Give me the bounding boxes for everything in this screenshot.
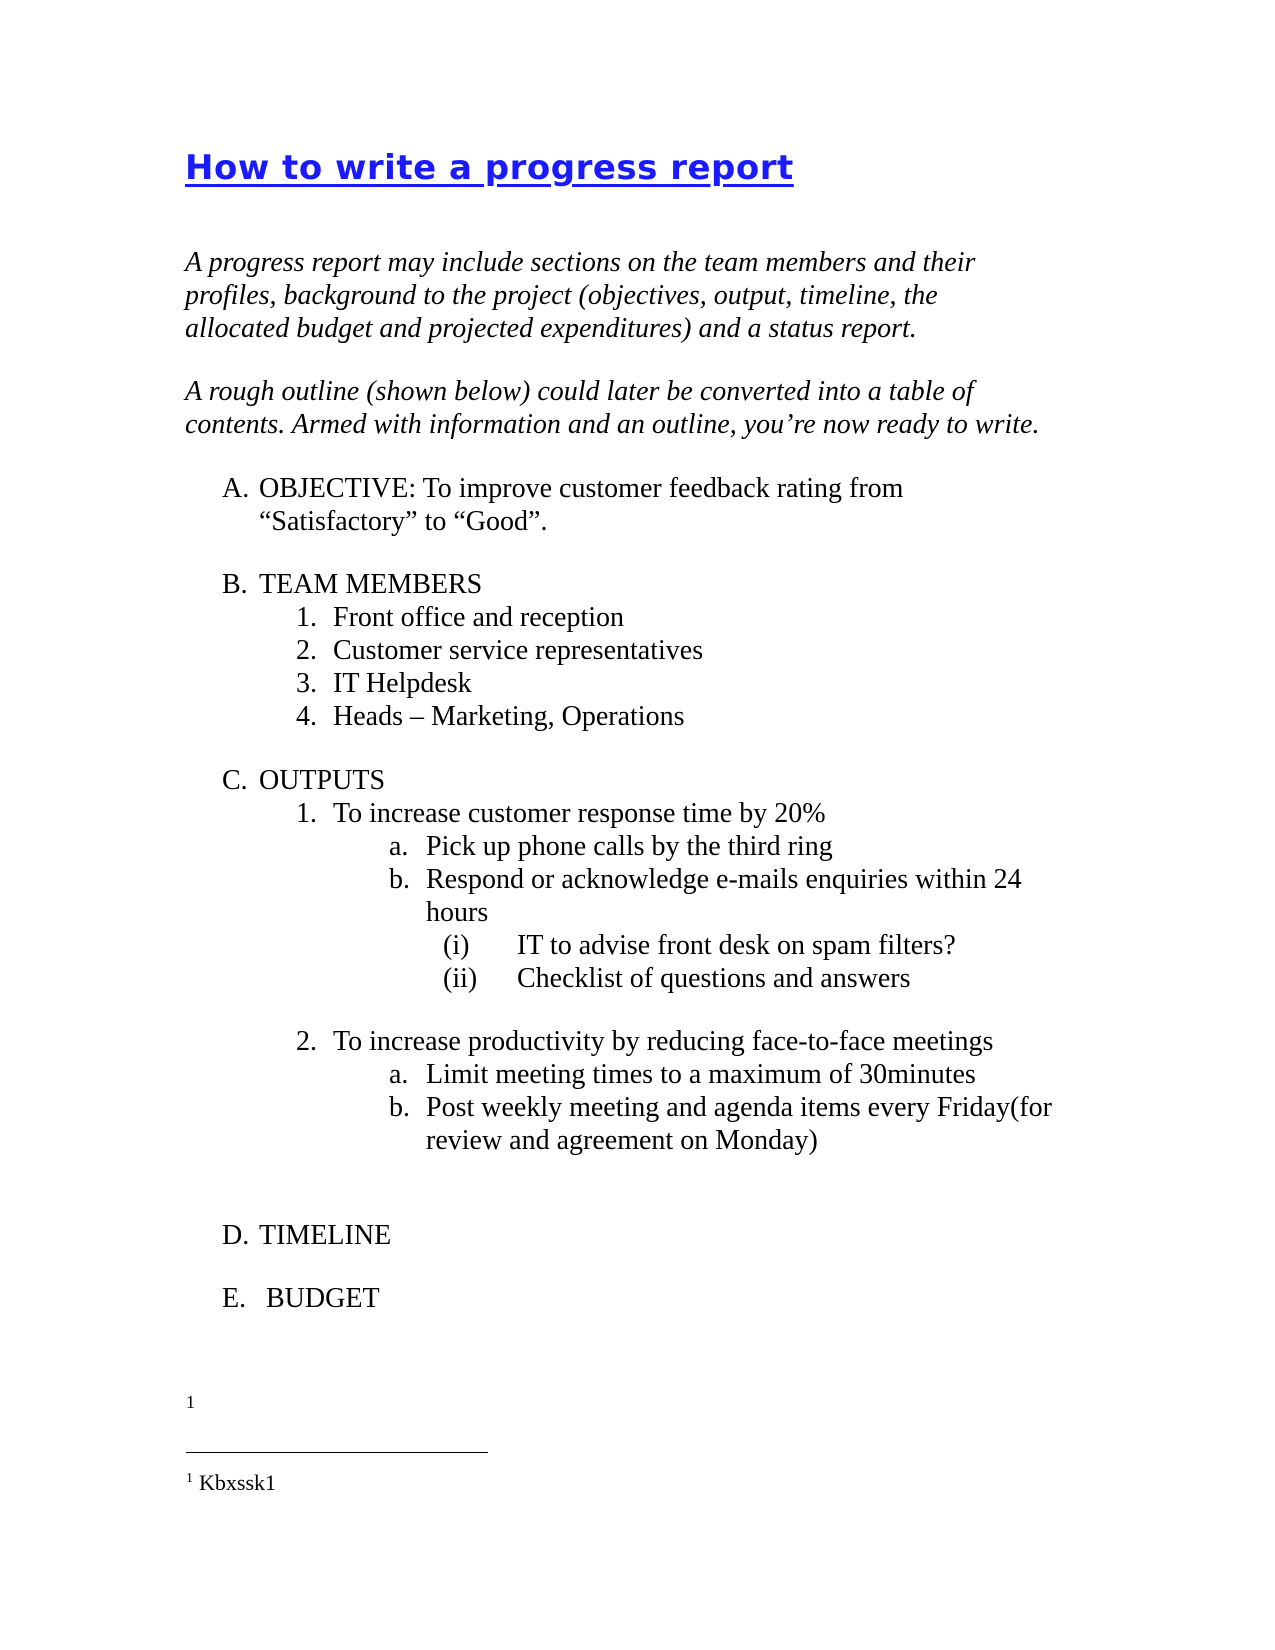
- intro-paragraph-1-line-2: profiles, background to the project (objectives, output, timeline, the: [185, 280, 938, 311]
- output-2b-marker: b.: [389, 1092, 410, 1123]
- intro-paragraph-1-line-3: allocated budget and projected expenditures) and a status report.: [185, 313, 917, 344]
- budget-heading: BUDGET: [266, 1283, 380, 1314]
- footnote-text: Kbxssk1: [199, 1470, 277, 1495]
- outputs-heading: OUTPUTS: [259, 765, 386, 796]
- output-2a-marker: a.: [389, 1059, 409, 1090]
- output-1b-i-marker: (i): [443, 930, 470, 961]
- team-item-marker: 2.: [296, 635, 317, 666]
- intro-paragraph-1-line-1: A progress report may include sections on the team members and their: [185, 247, 976, 278]
- output-2b-line-2: review and agreement on Monday): [426, 1125, 818, 1156]
- footnote-ref: 1: [186, 1471, 193, 1486]
- outline-marker-e: E.: [222, 1283, 247, 1314]
- output-2-text: To increase productivity by reducing face-to-face meetings: [333, 1026, 994, 1057]
- timeline-heading: TIMELINE: [259, 1220, 392, 1251]
- team-item: Customer service representatives: [333, 635, 704, 666]
- output-1b-line-2: hours: [426, 897, 489, 928]
- outline-marker-a: A.: [222, 473, 250, 504]
- team-item-marker: 1.: [296, 602, 317, 633]
- objective-line-2: “Satisfactory” to “Good”.: [259, 506, 548, 537]
- footnote: [186, 1470, 276, 1496]
- output-1b-ii-marker: (ii): [443, 963, 478, 994]
- team-members-heading: TEAM MEMBERS: [259, 569, 483, 600]
- footnote-separator: [186, 1452, 488, 1453]
- output-1-marker: 1.: [296, 798, 317, 829]
- outline-marker-d: D.: [222, 1220, 250, 1251]
- outline-marker-c: C.: [222, 765, 248, 796]
- output-2b-line-1: Post weekly meeting and agenda items every Friday(for: [426, 1092, 1052, 1123]
- team-item: Front office and reception: [333, 602, 625, 633]
- intro-paragraph-2-line-2: contents. Armed with information and an outline, you’re now ready to write.: [185, 409, 1040, 440]
- output-1b-marker: b.: [389, 864, 410, 895]
- output-1a-text: Pick up phone calls by the third ring: [426, 831, 833, 862]
- output-1a-marker: a.: [389, 831, 409, 862]
- team-item: IT Helpdesk: [333, 668, 472, 699]
- intro-paragraph-2-line-1: A rough outline (shown below) could later be converted into a table of: [185, 376, 974, 407]
- outline-marker-b: B.: [222, 569, 248, 600]
- team-item-marker: 3.: [296, 668, 317, 699]
- output-2-marker: 2.: [296, 1026, 317, 1057]
- footnote-mark: 1: [186, 1392, 195, 1412]
- output-1-text: To increase customer response time by 20%: [333, 798, 826, 829]
- output-1b-ii-text: Checklist of questions and answers: [517, 963, 911, 994]
- team-item-marker: 4.: [296, 701, 317, 732]
- page-title: How to write a progress report: [185, 148, 794, 188]
- output-1b-i-text: IT to advise front desk on spam filters?: [517, 930, 956, 961]
- team-item: Heads – Marketing, Operations: [333, 701, 685, 732]
- output-1b-line-1: Respond or acknowledge e-mails enquiries within 24: [426, 864, 1022, 895]
- objective-line-1: OBJECTIVE: To improve customer feedback rating from: [259, 473, 904, 504]
- output-2a-text: Limit meeting times to a maximum of 30minutes: [426, 1059, 976, 1090]
